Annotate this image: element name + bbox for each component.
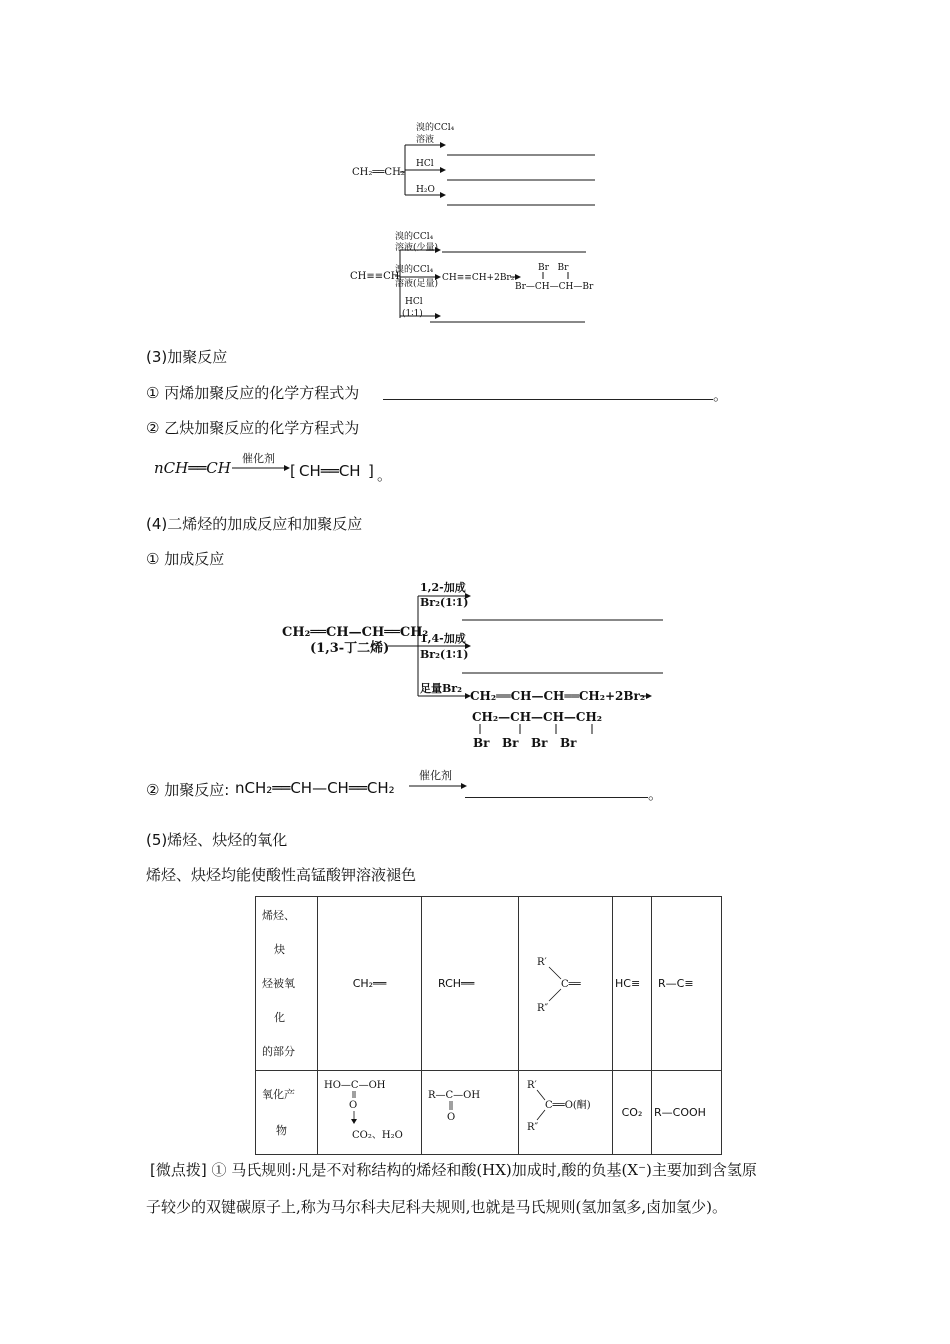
ethylene-reagent-br2: 溴的CCl₄: [416, 123, 455, 133]
row1-header-line: 化: [274, 1010, 285, 1024]
acetylene-reactant: CH≡≡CH: [350, 271, 400, 282]
acetylene-polymer-catalyst: 催化剂: [242, 452, 275, 465]
acetylene-product-br-top: Br Br: [538, 263, 569, 273]
section3-item1: ① 丙烯加聚反应的化学方程式为: [146, 384, 360, 402]
section3-title: (3)加聚反应: [146, 348, 228, 366]
carbonic-top: HO—C—OH: [324, 1080, 386, 1091]
ketone-structure: [519, 1076, 612, 1146]
acetylene-reagent-br2-excess: 溴的CCl₄: [395, 265, 434, 275]
row2-header-line: 物: [276, 1123, 287, 1137]
table-cell-rc: R—C≡: [652, 897, 722, 1071]
butadiene-name: (1,3-丁二烯): [310, 641, 390, 656]
carboxylic-top: R—C—OH: [428, 1090, 481, 1101]
table-cell-rr-c: [519, 897, 613, 1071]
cond-14: 1,4-加成: [420, 632, 466, 645]
acetylene-product-chain: Br—CH—CH—Br: [515, 282, 594, 292]
cond-14-reagent: Br₂(1∶1): [420, 648, 469, 661]
section4-item2-blank[interactable]: [465, 797, 648, 798]
butadiene-excess-equation: CH₂══CH—CH══CH₂+2Br₂: [470, 689, 646, 703]
ethylene-reagent-hcl: HCl: [416, 159, 434, 169]
carbonic-o: O: [349, 1100, 358, 1111]
cond-excess: 足量Br₂: [420, 682, 462, 695]
butadiene-excess-br: Br Br Br Br: [473, 736, 577, 750]
table-cell-carboxylic: [422, 1071, 519, 1155]
ketone-r2: R″: [527, 1122, 539, 1133]
oxidation-table: [255, 896, 722, 1155]
carbonic-bottom: CO₂、H₂O: [352, 1130, 403, 1141]
rr-c-r1: R′: [537, 957, 547, 968]
tip-line2: 子较少的双键碳原子上,称为马尔科夫尼科夫规则,也就是马氏规则(氢加氢多,卤加氢少)。: [146, 1198, 728, 1216]
row2-header-line: 氧化产: [262, 1087, 295, 1101]
table-cell-hc: HC≡: [613, 897, 652, 1071]
section4-title: (4)二烯烃的加成反应和加聚反应: [146, 515, 363, 533]
row1-header-line: 烯烃、: [262, 908, 295, 922]
table-cell-ketone: [519, 1071, 613, 1155]
table-cell-rch: RCH══: [422, 897, 519, 1071]
table-cell-rcooh: R—COOH: [652, 1071, 722, 1155]
table-row1-header: [256, 897, 318, 1071]
section4-item1: ① 加成反应: [146, 550, 225, 568]
butadiene-polymer-arrow: [407, 766, 469, 796]
ethylene-reactant: CH₂══CH₂: [352, 167, 405, 178]
ethylene-reagent-br2-solution: 溶液: [416, 135, 435, 145]
butadiene-excess-product: CH₂—CH—CH—CH₂: [472, 710, 603, 724]
butadiene-polymer-catalyst: 催化剂: [419, 769, 452, 782]
tip-line1: [150, 1159, 757, 1180]
ketone-c: C══O(酮): [545, 1100, 591, 1111]
ethylene-addition-scheme: [340, 115, 610, 215]
section3-item1-end: 。: [713, 386, 729, 404]
carbonic-acid-structure: [318, 1076, 421, 1146]
section4-item2-prefix: ② 加聚反应:: [146, 781, 230, 799]
ethylene-reagent-h2o: H₂O: [416, 185, 435, 195]
rr-c-structure: [519, 947, 612, 1017]
section3-item1-blank[interactable]: [383, 399, 713, 400]
row1-header-line: 烃被氧: [262, 976, 295, 990]
acetylene-reagent-hcl-ratio: (1∶1): [402, 309, 423, 319]
acetylene-polymer-bracket-open: [: [290, 462, 296, 480]
rr-c-c: C══: [561, 979, 581, 990]
butadiene-reactant: CH₂══CH—CH══CH₂: [282, 625, 429, 640]
acetylene-polymer-bracket-close: ]: [368, 462, 374, 480]
table-cell-ch2: CH₂══: [318, 897, 422, 1071]
row1-header-line: 炔: [274, 942, 285, 956]
acetylene-addition-scheme: [340, 228, 620, 328]
cond-12-reagent: Br₂(1∶1): [420, 596, 469, 609]
ketone-r1: R′: [527, 1080, 537, 1091]
cond-12: 1,2-加成: [420, 581, 466, 594]
tip-line1-text: ① 马氏规则:凡是不对称结构的烯烃和酸(HX)加成时,酸的负基(X⁻)主要加到含氢原: [211, 1161, 757, 1179]
acetylene-reagent-br2-excess-note: 溶液(足量): [395, 279, 439, 289]
acetylene-polymer-right: CH══CH: [299, 462, 361, 480]
rr-c-r2: R″: [537, 1003, 549, 1014]
acetylene-reagent-hcl: HCl: [405, 297, 423, 307]
acetylene-polymer-end: 。: [377, 466, 393, 484]
carboxylic-o: O: [447, 1112, 456, 1123]
table-cell-carbonic: [318, 1071, 422, 1155]
table-cell-co2: CO₂: [613, 1071, 652, 1155]
section4-item2-equation: nCH₂══CH—CH══CH₂: [235, 779, 395, 797]
acetylene-excess-equation: CH≡≡CH+2Br₂: [442, 273, 515, 283]
section5-title: (5)烯烃、炔烃的氧化: [146, 831, 288, 849]
carboxylic-acid-structure: [422, 1076, 502, 1146]
acetylene-polymer-left: nCH══CH: [154, 459, 231, 477]
acetylene-reagent-br2-little-note: 溶液(少量): [395, 243, 439, 253]
row1-header-line: 的部分: [262, 1044, 295, 1058]
section3-item2: ② 乙炔加聚反应的化学方程式为: [146, 419, 360, 437]
table-row2-header: [256, 1071, 318, 1155]
butadiene-addition-scheme: [280, 576, 670, 756]
acetylene-polymer-arrow: [230, 448, 292, 478]
section4-item2-end: 。: [648, 785, 664, 803]
tip-tag: [微点拨]: [150, 1161, 207, 1179]
section5-desc: 烯烃、炔烃均能使酸性高锰酸钾溶液褪色: [146, 866, 417, 884]
acetylene-reagent-br2-little: 溴的CCl₄: [395, 232, 434, 242]
